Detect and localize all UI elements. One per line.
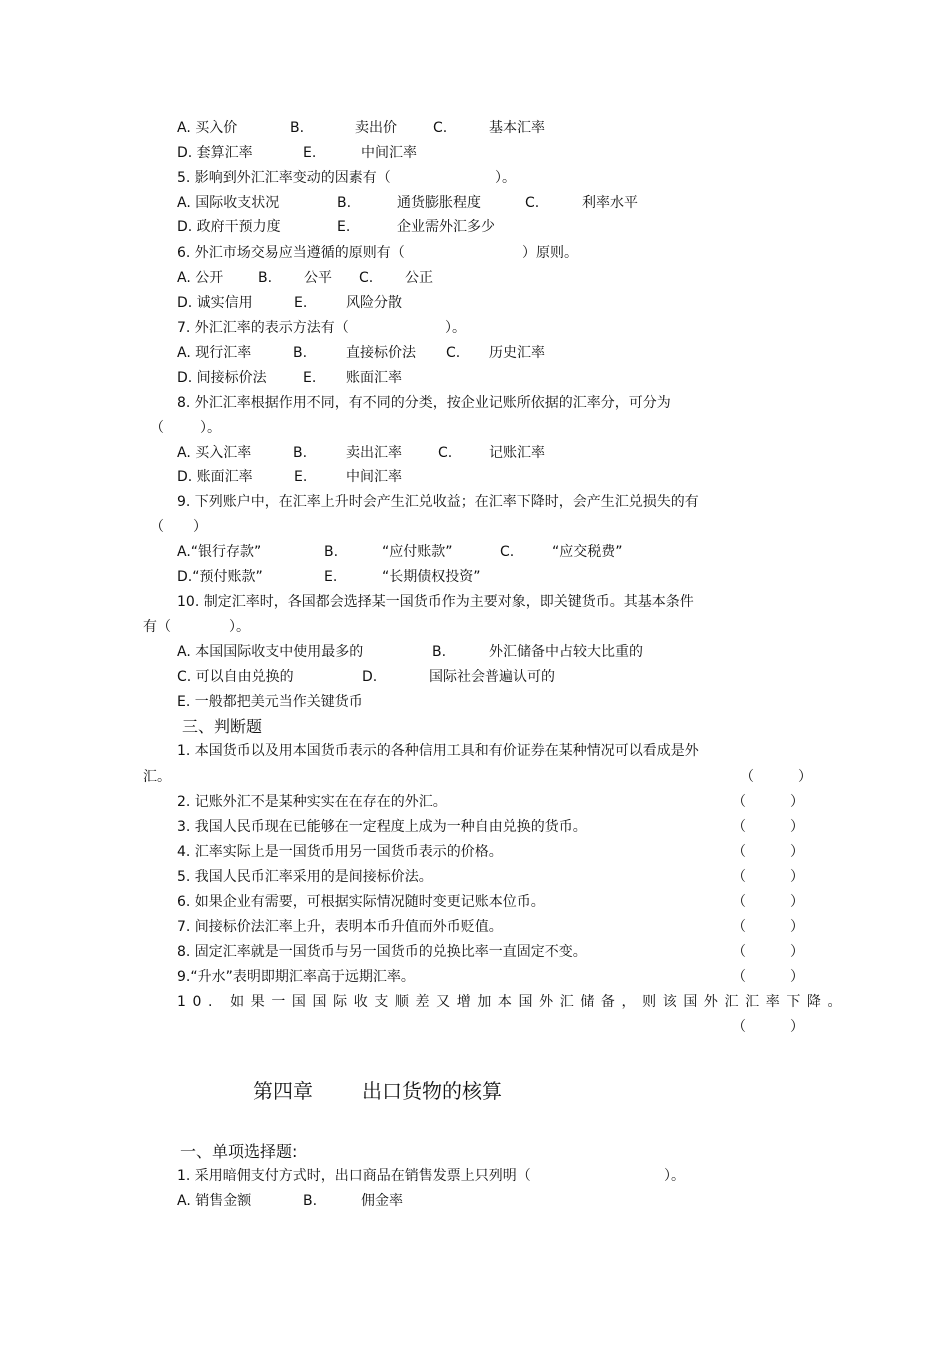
paren-open: （ [150, 420, 164, 436]
option-d: D. 账面汇率 [177, 469, 253, 485]
option-e-letter: E. [294, 295, 308, 311]
question-text: 7. 外汇汇率的表示方法有（ [177, 320, 349, 336]
option-b-letter: B. [324, 544, 339, 560]
option-c-letter: C. [500, 544, 515, 560]
option-e: 企业需外汇多少 [397, 219, 495, 235]
judge-9: 9.“升水”表明即期汇率高于远期汇率。 [177, 969, 415, 985]
option-b: 通货膨胀程度 [397, 195, 481, 211]
option-b: 佣金率 [361, 1193, 403, 1209]
option-b-letter: B. [337, 195, 352, 211]
paren-open: （ [732, 944, 746, 960]
option-e-letter: E. [294, 469, 308, 485]
judge-10: 10. 如果一国国际收支顺差又增加本国外汇储备，则该国外汇汇率下降。 [177, 994, 849, 1010]
option-d-letter: D. [362, 669, 378, 685]
paren-close: ） [790, 819, 804, 835]
option-d: D. 政府干预力度 [177, 219, 281, 235]
paren-close: ） [790, 869, 804, 885]
question-prefix: 有（ [143, 619, 171, 635]
option-a: A. 本国国际收支中使用最多的 [177, 644, 364, 660]
paren-open: （ [732, 819, 746, 835]
question-end: ）。 [229, 619, 250, 635]
paren-open: （ [732, 894, 746, 910]
paren-open: （ [732, 844, 746, 860]
paren-open: （ [732, 969, 746, 985]
option-b-letter: B. [432, 644, 447, 660]
judge-1-continued: 汇。 [143, 769, 171, 785]
option-b: 公平 [304, 270, 332, 286]
option-d: D. 间接标价法 [177, 370, 267, 386]
option-b: 卖出价 [355, 120, 397, 136]
option-e: 风险分散 [346, 295, 402, 311]
option-e: 账面汇率 [346, 370, 402, 386]
question-10: 10. 制定汇率时，各国都会选择某一国货币作为主要对象，即关键货币。其基本条件 [177, 594, 694, 610]
option-c: 利率水平 [582, 195, 638, 211]
paren-open: （ [732, 869, 746, 885]
option-a: A. 买入价 [177, 120, 238, 136]
option-c-letter: C. [446, 345, 461, 361]
option-b: 卖出汇率 [346, 445, 402, 461]
option-a: A.“银行存款” [177, 544, 262, 560]
option-c-letter: C. [433, 120, 448, 136]
chapter-title: 出口货物的核算 [362, 1079, 502, 1103]
section-1-title: 一、单项选择题: [180, 1142, 298, 1161]
judge-7: 7. 间接标价法汇率上升，表明本币升值而外币贬值。 [177, 919, 503, 935]
judge-5: 5. 我国人民币汇率采用的是间接标价法。 [177, 869, 433, 885]
paren-open: （ [732, 919, 746, 935]
option-d: D.“预付账款” [177, 569, 263, 585]
paren-close: ） [790, 969, 804, 985]
option-b-letter: B. [293, 445, 308, 461]
option-c: 基本汇率 [489, 120, 545, 136]
question-text: 6. 外汇市场交易应当遵循的原则有（ [177, 245, 405, 261]
option-c: 公正 [405, 270, 433, 286]
option-d: D. 套算汇率 [177, 145, 253, 161]
paren-open: （ [740, 769, 754, 785]
paren-close: ） [790, 944, 804, 960]
paren-open: （ [150, 519, 164, 535]
option-c: C. 可以自由兑换的 [177, 669, 294, 685]
option-e-letter: E. [337, 219, 351, 235]
option-b-letter: B. [293, 345, 308, 361]
question-text: 5. 影响到外汇汇率变动的因素有（ [177, 170, 391, 186]
judge-8: 8. 固定汇率就是一国货币与另一国货币的兑换比率一直固定不变。 [177, 944, 587, 960]
paren-close: ） [790, 919, 804, 935]
option-c: “应交税费” [552, 544, 623, 560]
option-c-letter: C. [359, 270, 374, 286]
option-c-letter: C. [525, 195, 540, 211]
option-a: A. 国际收支状况 [177, 195, 280, 211]
judge-6: 6. 如果企业有需要，可根据实际情况随时变更记账本位币。 [177, 894, 545, 910]
judge-2: 2. 记账外汇不是某种实实在在存在的外汇。 [177, 794, 447, 810]
option-c: 记账汇率 [489, 445, 545, 461]
question-end: ）。 [200, 420, 221, 436]
option-a: A. 现行汇率 [177, 345, 252, 361]
option-e-letter: E. [324, 569, 338, 585]
paren-open: （ [732, 1019, 746, 1035]
paren-close: ） [798, 769, 812, 785]
section-3-title: 三、判断题 [182, 717, 263, 736]
option-e: “长期债权投资” [382, 569, 481, 585]
paren-close: ） [790, 894, 804, 910]
question-end: ）。 [445, 320, 466, 336]
option-e: E. 一般都把美元当作关键货币 [177, 694, 363, 710]
paren-close: ） [790, 844, 804, 860]
option-e: 中间汇率 [346, 469, 402, 485]
option-d: D. 诚实信用 [177, 295, 253, 311]
judge-3: 3. 我国人民币现在已能够在一定程度上成为一种自由兑换的货币。 [177, 819, 587, 835]
question-8: 8. 外汇汇率根据作用不同，有不同的分类，按企业记账所依据的汇率分，可分为 [177, 395, 671, 411]
judge-4: 4. 汇率实际上是一国货币用另一国货币表示的价格。 [177, 844, 503, 860]
option-b-letter: B. [290, 120, 305, 136]
paren-close: ） [790, 1019, 804, 1035]
option-a: A. 买入汇率 [177, 445, 252, 461]
option-d: 国际社会普遍认可的 [429, 669, 555, 685]
question-end: ）原则。 [522, 245, 578, 261]
option-b: “应付账款” [382, 544, 453, 560]
option-b: 直接标价法 [346, 345, 416, 361]
option-b-letter: B. [258, 270, 273, 286]
question-text: 1. 采用暗佣支付方式时，出口商品在销售发票上只列明（ [177, 1168, 531, 1184]
option-e-letter: E. [303, 370, 317, 386]
paren-open: （ [732, 794, 746, 810]
paren-close: ） [193, 519, 207, 535]
option-b-letter: B. [303, 1193, 318, 1209]
option-b: 外汇储备中占较大比重的 [489, 644, 643, 660]
option-e-letter: E. [303, 145, 317, 161]
option-a: A. 销售金额 [177, 1193, 252, 1209]
option-e: 中间汇率 [361, 145, 417, 161]
paren-close: ） [790, 794, 804, 810]
question-9: 9. 下列账户中，在汇率上升时会产生汇兑收益；在汇率下降时，会产生汇兑损失的有 [177, 494, 699, 510]
chapter-number: 第四章 [253, 1079, 313, 1103]
judge-1: 1. 本国货币以及用本国货币表示的各种信用工具和有价证券在某种情况可以看成是外 [177, 743, 699, 759]
option-c-letter: C. [438, 445, 453, 461]
option-a: A. 公开 [177, 270, 224, 286]
question-end: ）。 [664, 1168, 685, 1184]
option-c: 历史汇率 [489, 345, 545, 361]
question-end: ）。 [495, 170, 516, 186]
